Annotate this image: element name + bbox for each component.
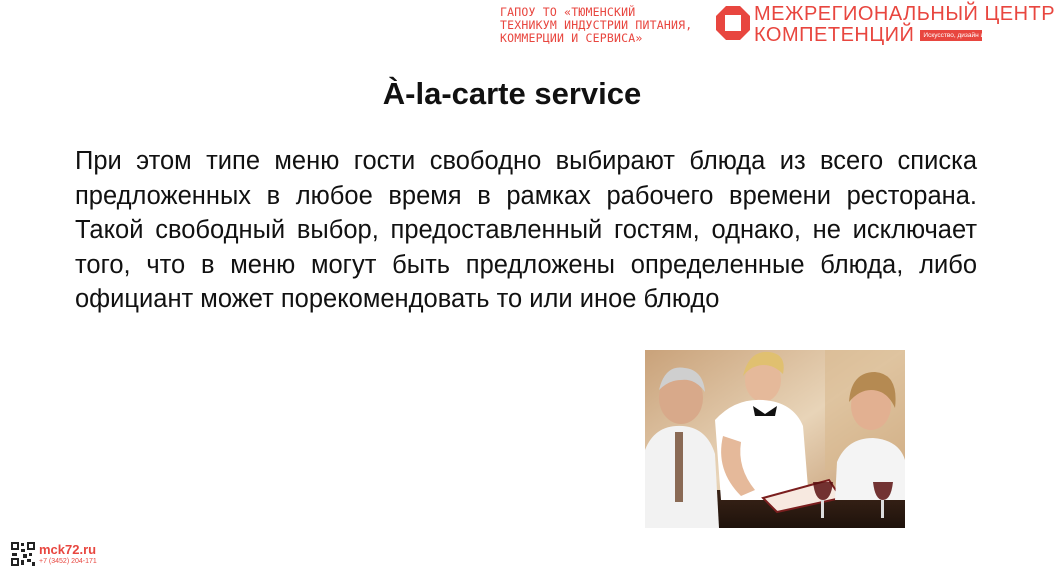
mck-brand-line1: МЕЖРЕГИОНАЛЬНЫЙ ЦЕНТР xyxy=(754,3,1055,25)
org-name-line: КОММЕРЦИИ И СЕРВИСА» xyxy=(500,31,643,45)
mck-brand-line2: КОМПЕТЕНЦИЙ xyxy=(754,24,915,46)
org-name-line: ГАПОУ ТО «ТЮМЕНСКИЙ xyxy=(500,5,636,19)
footer-site-link[interactable]: mck72.ru xyxy=(39,541,97,557)
mck-tagline: Искусство, дизайн и сфера услуг xyxy=(920,30,982,41)
mck-logo-icon xyxy=(716,6,750,40)
slide-title: À-la-carte service xyxy=(382,76,642,111)
mck-brand xyxy=(754,4,1055,45)
org-name xyxy=(500,6,714,45)
footer-phone: +7 (3452) 204-171 xyxy=(39,557,97,565)
slide-body-text: При этом типе меню гости свободно выбирают блюда из всего списка предложенных в любое время в рамках рабочего времени ресторана. Такой свободный выбор, предоставленный гостям, однако, не исключает того, что в меню могут быть предложены определенные блюда, либо официант может порекомендовать то или иное блюдо xyxy=(75,147,977,313)
org-name-line: ТЕХНИКУМ ИНДУСТРИИ ПИТАНИЯ, xyxy=(500,18,693,32)
qr-code-icon xyxy=(10,541,36,567)
footer-contacts xyxy=(10,541,97,567)
waiter-serving-guests-photo xyxy=(645,350,905,528)
